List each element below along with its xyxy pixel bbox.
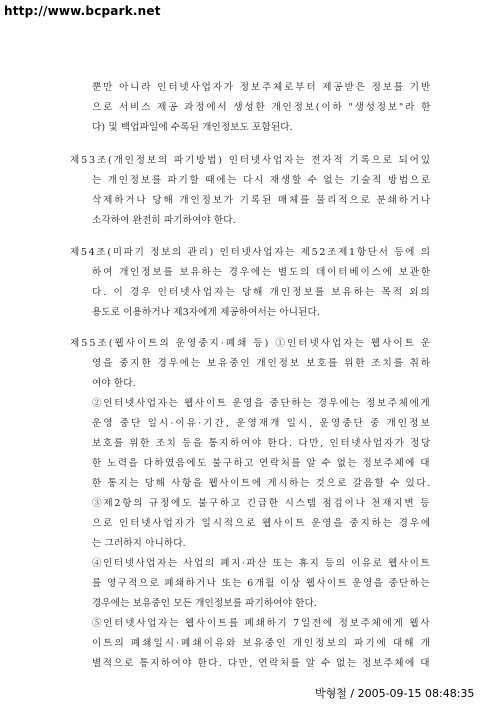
document-line: 여야 한다. — [92, 378, 136, 389]
document-line: 뿐만 아니라 인터넷사업자가 정보주체로부터 제공받은 정보를 기반 — [92, 82, 432, 93]
document-line: 제55조(웹사이트의 운영중지·폐쇄 등) ①인터넷사업자는 웹사이트 운 — [70, 338, 433, 349]
document-line: 소각하여 완전히 파기하여야 한다. — [92, 215, 236, 226]
document-line: 한 노력을 다하였음에도 불구하고 연락처를 알 수 없는 정보주체에 대 — [92, 458, 431, 469]
document-line: ②인터넷사업자는 웹사이트 운영을 중단하는 경우에는 정보주체에게 — [92, 398, 432, 409]
document-line: 경우에는 보유중인 모든 개인정보를 파기하여야 한다. — [92, 598, 317, 609]
document-line: 삭제하거나 당해 개인정보가 기록된 매체를 물리적으로 분쇄하거나 — [92, 195, 432, 206]
author-timestamp-footer: 박형철 / 2005-09-15 08:48:35 — [315, 687, 475, 700]
document-line: 제53조(개인정보의 파기방법) 인터넷사업자는 전자적 기록으로 되어있 — [70, 155, 432, 166]
document-line: 는 개인정보를 파기할 때에는 다시 재생할 수 없는 기술적 방법으로 — [92, 175, 432, 186]
document-line: 를 영구적으로 폐쇄하거나 또는 6개월 이상 웹사이트 운영을 중단하는 — [92, 578, 431, 589]
document-line: ⑤인터넷사업자는 웹사이트를 폐쇄하기 7일전에 정보주체에게 웹사 — [92, 618, 432, 629]
document-line: 하여 개인정보를 보유하는 경우에는 별도의 데이터베이스에 보관한 — [92, 267, 432, 278]
document-line: 운영 중단 일시·이유·기간, 운영재개 일시, 운영중단 중 개인정보 — [92, 418, 432, 429]
document-line: 보호를 위한 조치 등을 통지하여야 한다. 다만, 인터넷사업자가 정당 — [92, 438, 432, 449]
document-line: 으로 인터넷사업자가 일시적으로 웹사이트 운영을 중지하는 경우에 — [92, 518, 432, 529]
document-line: 다. 이 경우 인터넷사업자는 당해 개인정보를 보유하는 목적 외의 — [92, 287, 432, 298]
document-line: 으로 서비스 제공 과정에서 생성한 개인정보(이하 "생성정보"라 한 — [92, 102, 433, 113]
document-line: 용도로 이용하거나 제3자에게 제공하여서는 아니된다. — [92, 307, 321, 318]
document-line: ④인터넷사업자는 사업의 폐지·파산 또는 휴지 등의 이유로 웹사이트 — [92, 558, 432, 569]
document-line: 영을 중지한 경우에는 보유중인 개인정보 보호를 위한 조치를 취하 — [92, 358, 432, 369]
document-line: 다) 및 백업파일에 수록된 개인정보도 포함된다. — [92, 122, 293, 133]
document-line: 별적으로 통지하여야 한다. 다만, 연락처를 알 수 없는 정보주체에 대 — [92, 658, 431, 669]
site-watermark: http://www.bcpark.net — [4, 4, 161, 18]
document-line: 제54조(미파기 정보의 관리) 인터넷사업자는 제52조제1항단서 등에 의 — [70, 247, 432, 258]
document-line: 이트의 폐쇄일시·폐쇄이유와 보유중인 개인정보의 파기에 대해 개 — [92, 638, 432, 649]
document-line: 한 통지는 당해 사항을 웹사이트에 게시하는 것으로 갈음할 수 있다. — [92, 478, 432, 489]
document-line: 는 그러하지 아니하다. — [92, 538, 186, 549]
document-line: ③제2항의 규정에도 불구하고 긴급한 시스템 점검이나 천재지변 등 — [92, 498, 432, 509]
